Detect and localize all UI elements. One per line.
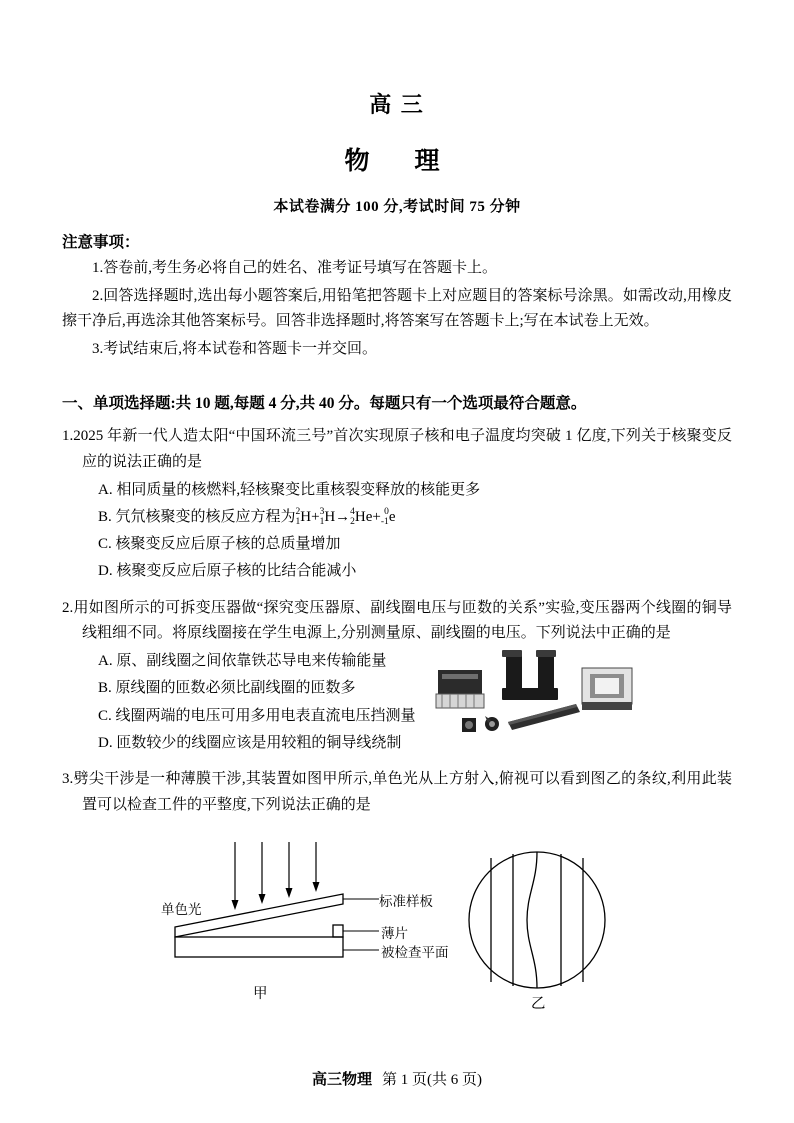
label-figure-jia: 甲 [253, 986, 268, 1003]
question-text: 2025 年新一代人造太阳“中国环流三号”首次实现原子核和电子温度均突破 1 亿度,下列关于核聚变反应的说法正确的是 [73, 428, 732, 470]
question-stem [62, 596, 732, 648]
plus-sign: + [311, 508, 320, 525]
option-b: B. 原线圈的匝数必须比副线圈的匝数多 [98, 680, 356, 697]
label-standard-plate: 标准样板 [379, 894, 433, 910]
question-stem [62, 424, 732, 476]
label-thin-sheet: 薄片 [381, 926, 408, 942]
wedge-interference-figure [147, 832, 647, 1012]
label-figure-yi: 乙 [531, 996, 546, 1013]
page-footer [0, 1068, 794, 1089]
symbol-h: H [300, 508, 312, 525]
plus-sign-2: + [372, 508, 381, 525]
question-text: 用如图所示的可拆变压器做“探究变压器原、副线圈电压与匝数的关系”实验,变压器两个线圈的铜导线粗细不同。将原线圈接在学生电源上,分别测量原、副线圈的电压。下列说法中正确的是 [73, 599, 732, 642]
question-stem [62, 767, 732, 819]
transformer-figure-svg [430, 648, 670, 744]
option-c: C. 线圈两端的电压可用多用电表直流电压挡测量 [98, 707, 416, 724]
footer-label: 高三物理 [311, 1072, 372, 1088]
option-a: A. 相同质量的核燃料,轻核聚变比重核裂变释放的核能更多 [98, 481, 481, 498]
section-heading-single-choice: 一、单项选择题:共 10 题,每题 4 分,共 40 分。每题只有一个选项最符合题意。 [62, 395, 587, 413]
option-b-text: B. 氕氘核聚变的核反应方程为 [98, 508, 296, 525]
nuclide-he4: 4 2 [350, 506, 355, 527]
notice-title: 注意事项： [62, 234, 140, 251]
option-c: C. 核聚变反应后原子核的总质量增加 [98, 536, 341, 553]
option-a: A. 原、副线圈之间依靠铁芯导电来传输能量 [98, 653, 387, 670]
option-b [62, 505, 732, 530]
question-1 [62, 424, 732, 584]
question-2 [62, 596, 732, 756]
option-d: D. 核聚变反应后原子核的比结合能减小 [98, 563, 357, 580]
footer-page-number: 第 1 页(共 6 页) [382, 1072, 482, 1088]
question-number: 1. [62, 428, 74, 445]
notice-item: 2.回答选择题时,选出每小题答案后,用铅笔把答题卡上对应题目的答案标号涂黑。如需改动,用橡皮擦干净后,再选涂其他答案标号。回答非选择题时,将答案写在答题卡上;写在本试卷上无效。 [62, 288, 732, 329]
question-number: 3. [62, 770, 74, 787]
nuclide-h3: 3 1 [319, 506, 325, 527]
notice-item: 1.答卷前,考生务必将自己的姓名、准考证号填写在答题卡上。 [92, 260, 498, 276]
nuclide-e: 0 -1 [380, 506, 389, 527]
nuclide-h2: 2 1 [295, 506, 301, 527]
symbol-h2: H [324, 508, 336, 525]
label-checked-plane: 被检查平面 [381, 945, 449, 961]
symbol-e: e [388, 508, 396, 525]
question-text: 劈尖干涉是一种薄膜干涉,其装置如图甲所示,单色光从上方射入,俯视可以看到图乙的条纹,利用此装置可以检查工件的平整度,下列说法正确的是 [73, 770, 732, 813]
arrow-sign: → [335, 508, 351, 525]
question-number: 2. [62, 599, 74, 616]
page-title-grade: 高 三 [369, 92, 425, 117]
notice-item: 3.考试结束后,将本试卷和答题卡一并交回。 [92, 340, 378, 357]
exam-info: 本试卷满分 100 分,考试时间 75 分钟 [273, 199, 521, 215]
label-mono-light: 单色光 [161, 902, 202, 918]
page-title-subject: 物 理 [344, 148, 450, 175]
symbol-he: He [354, 508, 373, 525]
question-3 [62, 767, 732, 1013]
transformer-apparatus-figure [430, 648, 670, 744]
option-d: D. 匝数较少的线圈应该是用较粗的铜导线绕制 [98, 734, 402, 751]
